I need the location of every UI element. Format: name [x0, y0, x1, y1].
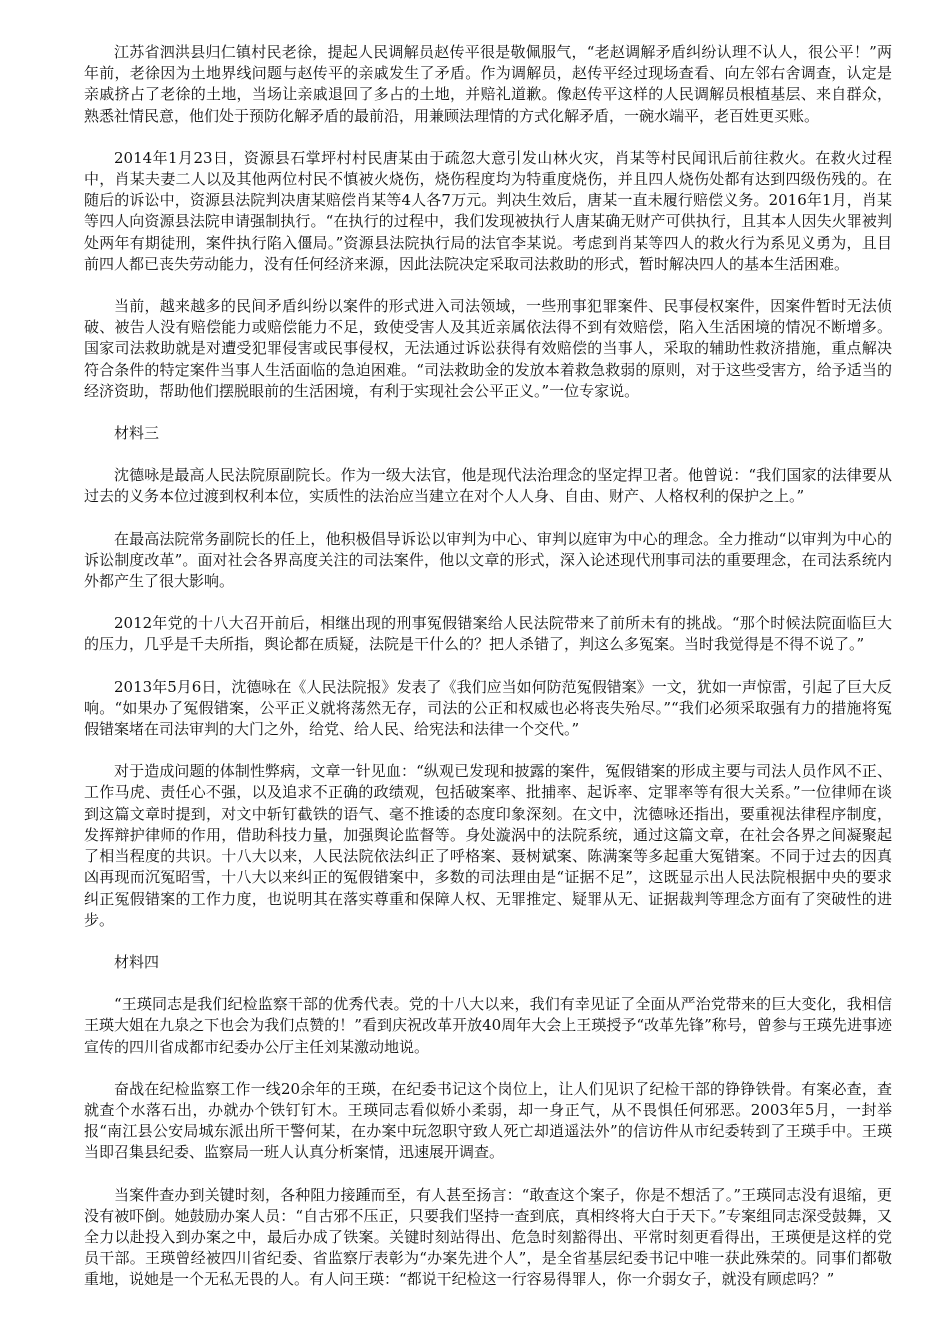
paragraph-wang-ying-case: 当案件查办到关键时刻，各种阻力接踵而至，有人甚至扬言：“敢查这个案子，你是不想活了。”王瑛同志没有退缩，更没有被吓倒。她鼓励办案人员：“自古邪不压正，只要我们坚持一查到底，真相终将大白于天下。”专案组同志深受鼓舞，又全力以赴投入到办案之中，最后办成了铁案。关键时刻站得出、危急时刻豁得出、平常时刻更看得出，王瑛便是这样的党员干部。王瑛曾经被四川省纪委、省监察厅表彰为“办案先进个人”，是全省基层纪委书记中唯一获此殊荣的。同事们都敬重地，说她是一个无私无畏的人。有人问王瑛：“都说干纪检这一行容易得罪人，你一介弱女子，就没有顾虑吗？” — [84, 1185, 892, 1289]
section-heading-material-4: 材料四 — [114, 952, 160, 971]
paragraph-shen-deyong-intro: 沈德咏是最高人民法院原副院长。作为一级大法官，他是现代法治理念的坚定捍卫者。他曾说：“我们国家的法律要从过去的义务本位过渡到权利本位，实质性的法治应当建立在对个人人身、自由、财产、人格权利的保护之上。” — [84, 466, 892, 506]
paragraph-wang-ying-praise: “王瑛同志是我们纪检监察干部的优秀代表。党的十八大以来，我们有幸见证了全面从严治党带来的巨大变化，我相信王瑛大姐在九泉之下也会为我们点赞的！”看到庆祝改革开放40周年大会上王瑛授予“改革先锋”称号，曾参与王瑛先进事迹宣传的四川省成都市纪委办公厅主任刘某激动地说。 — [84, 995, 892, 1056]
paragraph-trial-centered-reform: 在最高法院常务副院长的任上，他积极倡导诉讼以审判为中心、审判以庭审为中心的理念。全力推动“以审判为中心的诉讼制度改革”。面对社会各界高度关注的司法案件，他以文章的形式，深入论述现代刑事司法的重要理念，在司法系统内外都产生了很大影响。 — [84, 529, 892, 591]
paragraph-wang-ying-career: 奋战在纪检监察工作一线20余年的王瑛，在纪委书记这个岗位上，让人们见识了纪检干部的铮铮铁骨。有案必查，查就查个水落石出，办就办个铁钉钉木。王瑛同志看似娇小柔弱，却一身正气，从不畏惧任何邪恶。2003年5月，一封举报“南江县公安局城东派出所干警何某，在办案中玩忽职守致人死亡却逍遥法外”的信访件从市纪委转到了王瑛手中。王瑛当即召集县纪委、监察局一班人认真分析案情，迅速展开调查。 — [84, 1079, 892, 1162]
paragraph-judicial-aid: 当前，越来越多的民间矛盾纠纷以案件的形式进入司法领域，一些刑事犯罪案件、民事侵权案件，因案件暂时无法侦破、被告人没有赔偿能力或赔偿能力不足，致使受害人及其近亲属依法得不到有效赔偿，陷入生活困境的情况不断增多。国家司法救助就是对遭受犯罪侵害或民事侵权，无法通过诉讼获得有效赔偿的当事人，采取的辅助性救济措施，重点解决符合条件的特定案件当事人生活面临的急迫困难。“司法救助金的发放本着救急救弱的原则，对于这些受害方，给予适当的经济资助，帮助他们摆脱眼前的生活困境，有利于实现社会公平正义。”一位专家说。 — [84, 297, 892, 400]
section-heading-material-3: 材料三 — [114, 424, 160, 443]
paragraph-ziyuan-fire-case: 2014年1月23日，资源县石掌坪村村民唐某由于疏忽大意引发山林火灾，肖某等村民闻讯后前往救火。在救火过程中，肖某夫妻二人以及其他两位村民不慎被火烧伤，烧伤程度均为特重度烧伤，并且四人烧伤处都有达到四级伤残的。在随后的诉讼中，资源县法院判决唐某赔偿肖某等4人各7万元。判决生效后，唐某一直未履行赔偿义务。2016年1月，肖某等四人向资源县法院申请强制执行。“在执行的过程中，我们发现被执行人唐某确无财产可供执行，且其本人因失火罪被判处两年有期徒刑，案件执行陷入僵局。”资源县法院执行局的法官李某说。考虑到肖某等四人的救火行为系见义勇为，且目前四人都已丧失劳动能力，没有任何经济来源，因此法院决定采取司法救助的形式，暂时解决四人的基本生活困难。 — [84, 148, 892, 273]
paragraph-article-2013: 2013年5月6日，沈德咏在《人民法院报》发表了《我们应当如何防范冤假错案》一文，犹如一声惊雷，引起了巨大反响。“如果办了冤假错案，公平正义就将荡然无存，司法的公正和权威也必将丧失殆尽。”“我们必须采取强有力的措施将冤假错案堵在司法审判的大门之外，给党、给人民、给宪法和法律一个交代。” — [84, 677, 892, 739]
paragraph-systemic-problems: 对于造成问题的体制性弊病，文章一针见血：“纵观已发现和披露的案件，冤假错案的形成主要与司法人员作风不正、工作马虎、责任心不强，以及追求不正确的政绩观，包括破案率、批捕率、起诉率、定罪率等有很大关系。”一位律师在谈到这篇文章时提到，对文中斩钉截铁的语气、毫不推诿的态度印象深刻。在文中，沈德咏还指出，要重视法律程序制度，发挥辩护律师的作用，借助科技力量，加强舆论监督等。身处漩涡中的法院系统，通过这篇文章，在社会各界之间凝聚起了相当程度的共识。十八大以来，人民法院依法纠正了呼格案、聂树斌案、陈满案等多起重大冤错案。不同于过去的因真凶再现而沉冤昭雪，十八大以来纠正的冤假错案中，多数的司法理由是“证据不足”，这既显示出人民法院根据中央的要求纠正冤假错案的工作力度，也说明其在落实尊重和保障人权、无罪推定、疑罪从无、证据裁判等理念方面有了突破性的进步。 — [84, 762, 892, 929]
paragraph-mediator-laozhao: 江苏省泗洪县归仁镇村民老徐，提起人民调解员赵传平很是敬佩服气，“老赵调解矛盾纠纷认理不认人，很公平！”两年前，老徐因为土地界线问题与赵传平的亲戚发生了矛盾。作为调解员，赵传平经过现场查看、向左邻右舍调查，认定是亲戚挤占了老徐的土地，当场让亲戚退回了多占的土地，并赔礼道歉。像赵传平这样的人民调解员根植基层、来自群众，熟悉社情民意，他们处于预防化解矛盾的最前沿，用兼顾法理情的方式化解矛盾，一碗水端平，老百姓更买账。 — [84, 43, 892, 125]
paragraph-18th-congress-challenge: 2012年党的十八大召开前后，相继出现的刑事冤假错案给人民法院带来了前所未有的挑战。“那个时候法院面临巨大的压力，几乎是千夫所指，舆论都在质疑，法院是干什么的？把人杀错了，判这么多冤案。当时我觉得是不得不说了。” — [84, 614, 892, 654]
